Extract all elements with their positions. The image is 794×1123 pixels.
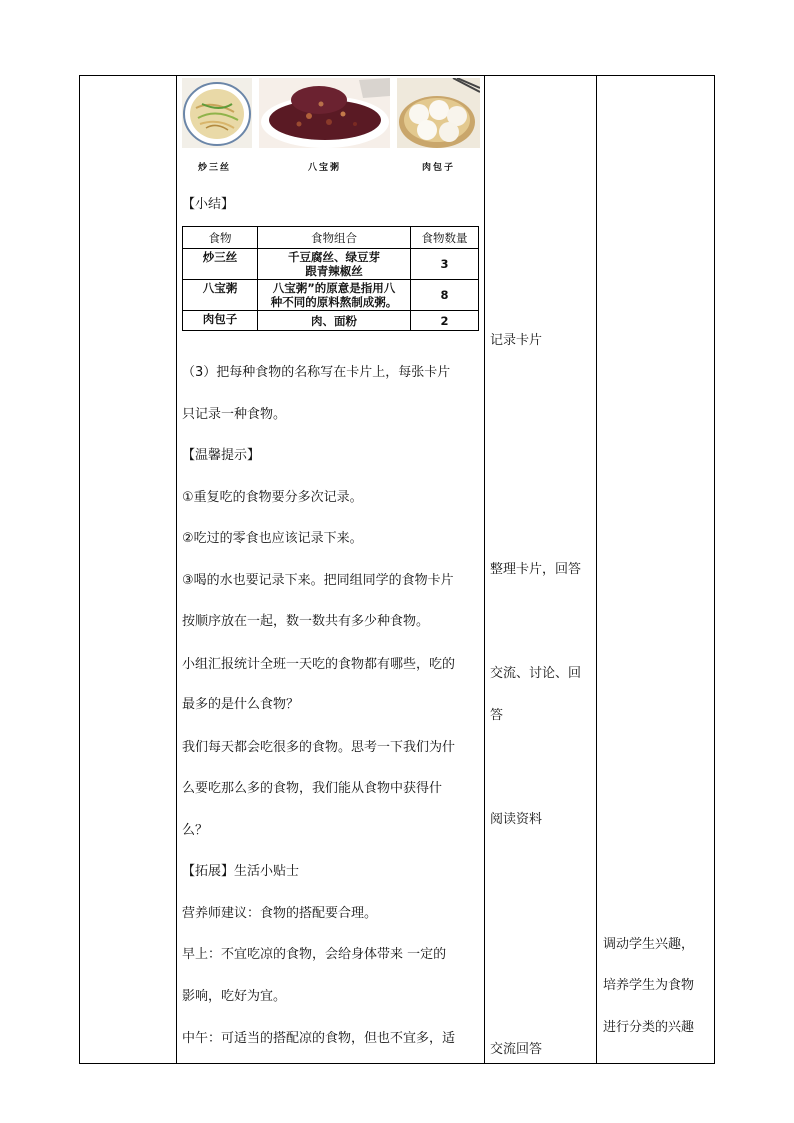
table-row bbox=[183, 311, 479, 331]
food-combo-line: 八宝粥”的原意是指用八 bbox=[272, 281, 396, 295]
food-combo bbox=[258, 249, 411, 280]
steamed-buns-photo bbox=[397, 78, 480, 148]
food-combo-line: 千豆腐丝、绿豆芽 bbox=[288, 250, 380, 264]
body-text: 按顺序放在一起，数一数共有多少种食物。 bbox=[182, 614, 430, 629]
table-row bbox=[183, 249, 479, 280]
body-text: 小组汇报统计全班一天吃的食物都有哪些，吃的 bbox=[182, 657, 456, 672]
stir-fried-shreds-photo bbox=[182, 78, 252, 148]
summary-heading: 【小结】 bbox=[182, 197, 235, 212]
body-text: 最多的是什么食物？ bbox=[182, 697, 300, 712]
body-text: （3）把每种食物的名称写在卡片上，每张卡片 bbox=[182, 365, 451, 380]
intent-text: 进行分类的兴趣 bbox=[603, 1020, 695, 1035]
food-count: 3 bbox=[411, 249, 479, 280]
body-text: 营养师建议：食物的搭配要合理。 bbox=[182, 906, 378, 921]
student-activity-column bbox=[484, 76, 596, 1063]
food-name: 肉包子 bbox=[183, 311, 258, 331]
food-combo: 肉、面粉 bbox=[258, 311, 411, 331]
intent-text: 调动学生兴趣， bbox=[603, 937, 695, 952]
body-text: ③喝的水也要记录下来。把同组同学的食物卡片 bbox=[182, 573, 454, 588]
body-text: 么要吃那么多的食物，我们能从食物中获得什 bbox=[182, 781, 443, 796]
design-intent-column bbox=[596, 76, 716, 1063]
food-name: 炒三丝 bbox=[183, 249, 258, 280]
body-text: ①重复吃的食物要分多次记录。 bbox=[182, 490, 363, 505]
lesson-table bbox=[79, 75, 715, 1064]
food-count: 2 bbox=[411, 311, 479, 331]
teaching-process-column bbox=[176, 76, 484, 1063]
body-text: 影响，吃好为宜。 bbox=[182, 989, 287, 1004]
table-header-combo: 食物组合 bbox=[258, 227, 411, 249]
body-text: 么？ bbox=[182, 823, 209, 838]
body-text: 只记录一种食物。 bbox=[182, 407, 287, 422]
eight-treasure-porridge-photo bbox=[259, 78, 390, 148]
table-header-food: 食物 bbox=[183, 227, 258, 249]
table-row bbox=[183, 280, 479, 311]
extension-heading: 【拓展】生活小贴士 bbox=[182, 864, 300, 879]
food-summary-table bbox=[182, 226, 479, 331]
food-combo-line: 种不同的原料熬制成粥。 bbox=[270, 295, 398, 309]
food-name: 八宝粥 bbox=[183, 280, 258, 311]
body-text: 我们每天都会吃很多的食物。思考一下我们为什 bbox=[182, 740, 456, 755]
food-combo-line: 跟青辣椒丝 bbox=[305, 264, 363, 278]
intent-text: 培养学生为食物 bbox=[603, 978, 695, 993]
activity-text: 交流、讨论、回 bbox=[490, 666, 582, 681]
activity-text: 交流回答 bbox=[490, 1042, 543, 1057]
activity-text: 记录卡片 bbox=[490, 333, 543, 348]
food-combo bbox=[258, 280, 411, 311]
body-text: ②吃过的零食也应该记录下来。 bbox=[182, 531, 363, 546]
photo-caption: 肉包子 bbox=[422, 163, 456, 173]
activity-text: 整理卡片，回答 bbox=[490, 562, 582, 577]
table-header-count: 食物数量 bbox=[411, 227, 479, 249]
body-text: 早上：不宜吃凉的食物，会给身体带来 一定的 bbox=[182, 947, 447, 962]
food-count: 8 bbox=[411, 280, 479, 311]
body-text: 中午：可适当的搭配凉的食物，但也不宜多，适 bbox=[182, 1031, 456, 1046]
photo-caption: 炒三丝 bbox=[198, 163, 232, 173]
tips-heading: 【温馨提示】 bbox=[182, 448, 261, 463]
activity-text: 答 bbox=[490, 708, 504, 723]
photo-caption: 八宝粥 bbox=[308, 163, 342, 173]
activity-text: 阅读资料 bbox=[490, 812, 543, 827]
